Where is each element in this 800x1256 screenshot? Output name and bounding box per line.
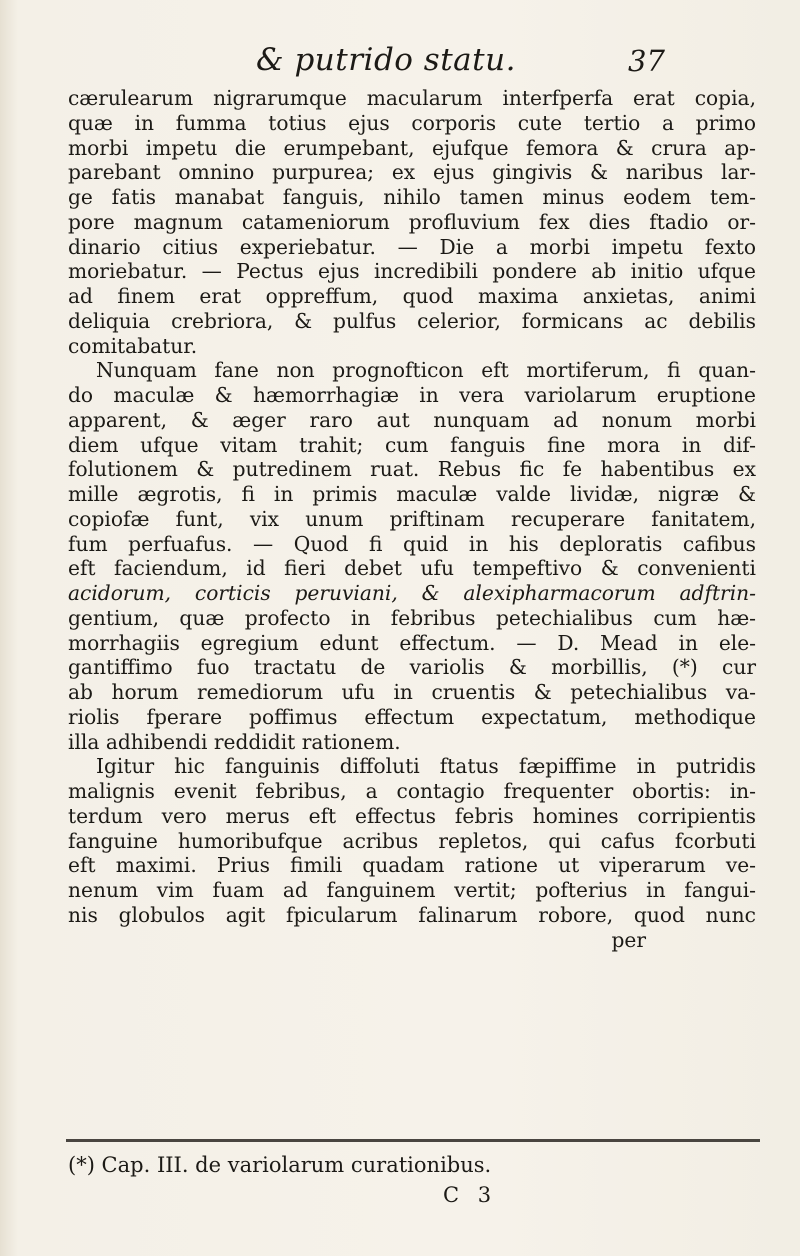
text-line: moriebatur. — Pectus ejus incredibili pondere ab initio ufque bbox=[68, 259, 756, 284]
text-line: ge fatis manabat fanguis, nihilo tamen minus eodem tem- bbox=[68, 185, 756, 209]
text-line: folutionem & putredinem ruat. Rebus fic fe habentibus ex bbox=[68, 457, 756, 482]
catchword: per bbox=[611, 927, 646, 952]
text-line: fanguine humoribufque acribus repletos, qui cafus fcorbuti bbox=[68, 828, 756, 853]
signature-mark: C 3 bbox=[443, 1183, 498, 1207]
text-line: nis globulos agit fpicularum falinarum robore, quod nunc bbox=[68, 902, 756, 927]
text-line: diem ufque vitam trahit; cum fanguis fine mora in dif- bbox=[68, 432, 756, 457]
text-line: copiofæ funt, vix unum priftinam recuperare fanitatem, bbox=[68, 506, 756, 531]
text-line: parebant omnino purpurea; ex ejus gingivis & naribus lar- bbox=[68, 160, 756, 185]
text-line: dinario citius experiebatur. — Die a morbi impetu fexto bbox=[68, 234, 756, 259]
text-line: eft faciendum, id fieri debet ufu tempeftivo & convenienti bbox=[68, 556, 756, 581]
text-line: eft maximi. Prius fimili quadam ratione ut viperarum ve- bbox=[68, 853, 756, 878]
text-line: riolis fperare poffimus effectum expectatum, methodique bbox=[68, 704, 756, 729]
text-line: apparent, & æger raro aut nunquam ad nonum morbi bbox=[68, 407, 756, 432]
text-line: ad finem erat oppreffum, quod maxima anxietas, animi bbox=[68, 284, 756, 308]
page-header bbox=[0, 40, 800, 80]
text-line: comitabatur. bbox=[68, 333, 198, 358]
text-line: nenum vim fuam ad fanguinem vertit; pofterius in fangui- bbox=[68, 878, 756, 902]
text-line: quæ in fumma totius ejus corporis cute tertio a primo bbox=[68, 110, 756, 135]
text-line: do maculæ & hæmorrhagiæ in vera variolarum eruptione bbox=[68, 383, 756, 407]
text-line: gentium, quæ profecto in febribus petechialibus cum hæ- bbox=[68, 605, 756, 630]
text-line: morbi impetu die erumpebant, ejufque femora & crura ap- bbox=[68, 135, 756, 160]
footnote-divider bbox=[66, 1139, 760, 1142]
page-number: 37 bbox=[628, 44, 665, 78]
text-line: cærulearum nigrarumque macularum interfperfa erat copia, bbox=[68, 86, 756, 110]
text-line: Igitur hic fanguinis diffoluti ftatus fæpiffime in putridis bbox=[96, 754, 756, 779]
running-title: & putrido statu. bbox=[256, 42, 516, 78]
text-line: fum perfuafus. — Quod fi quid in his deploratis cafibus bbox=[68, 531, 756, 556]
text-line: illa adhibendi reddidit rationem. bbox=[68, 729, 401, 754]
footnote: (*) Cap. III. de variolarum curationibus. bbox=[68, 1153, 492, 1177]
text-line: acidorum, corticis peruviani, & alexipharmacorum adftrin- bbox=[68, 581, 756, 605]
body-text bbox=[68, 86, 756, 952]
text-line: Nunquam fane non prognofticon eft mortiferum, fi quan- bbox=[96, 358, 756, 383]
text-line: terdum vero merus eft effectus febris homines corripientis bbox=[68, 803, 756, 828]
text-line: mille ægrotis, fi in primis maculæ valde lividæ, nigræ & bbox=[68, 482, 756, 506]
text-line: pore magnum catameniorum profluvium fex dies ftadio or- bbox=[68, 209, 756, 234]
text-line: ab horum remediorum ufu in cruentis & petechialibus va- bbox=[68, 680, 756, 704]
text-line: malignis evenit febribus, a contagio frequenter obortis: in- bbox=[68, 779, 756, 803]
text-line: morrhagiis egregium edunt effectum. — D. Mead in ele- bbox=[68, 630, 756, 655]
text-line: gantiffimo fuo tractatu de variolis & morbillis, (*) cur bbox=[68, 655, 756, 680]
text-line: deliquia crebriora, & pulfus celerior, formicans ac debilis bbox=[68, 308, 756, 333]
